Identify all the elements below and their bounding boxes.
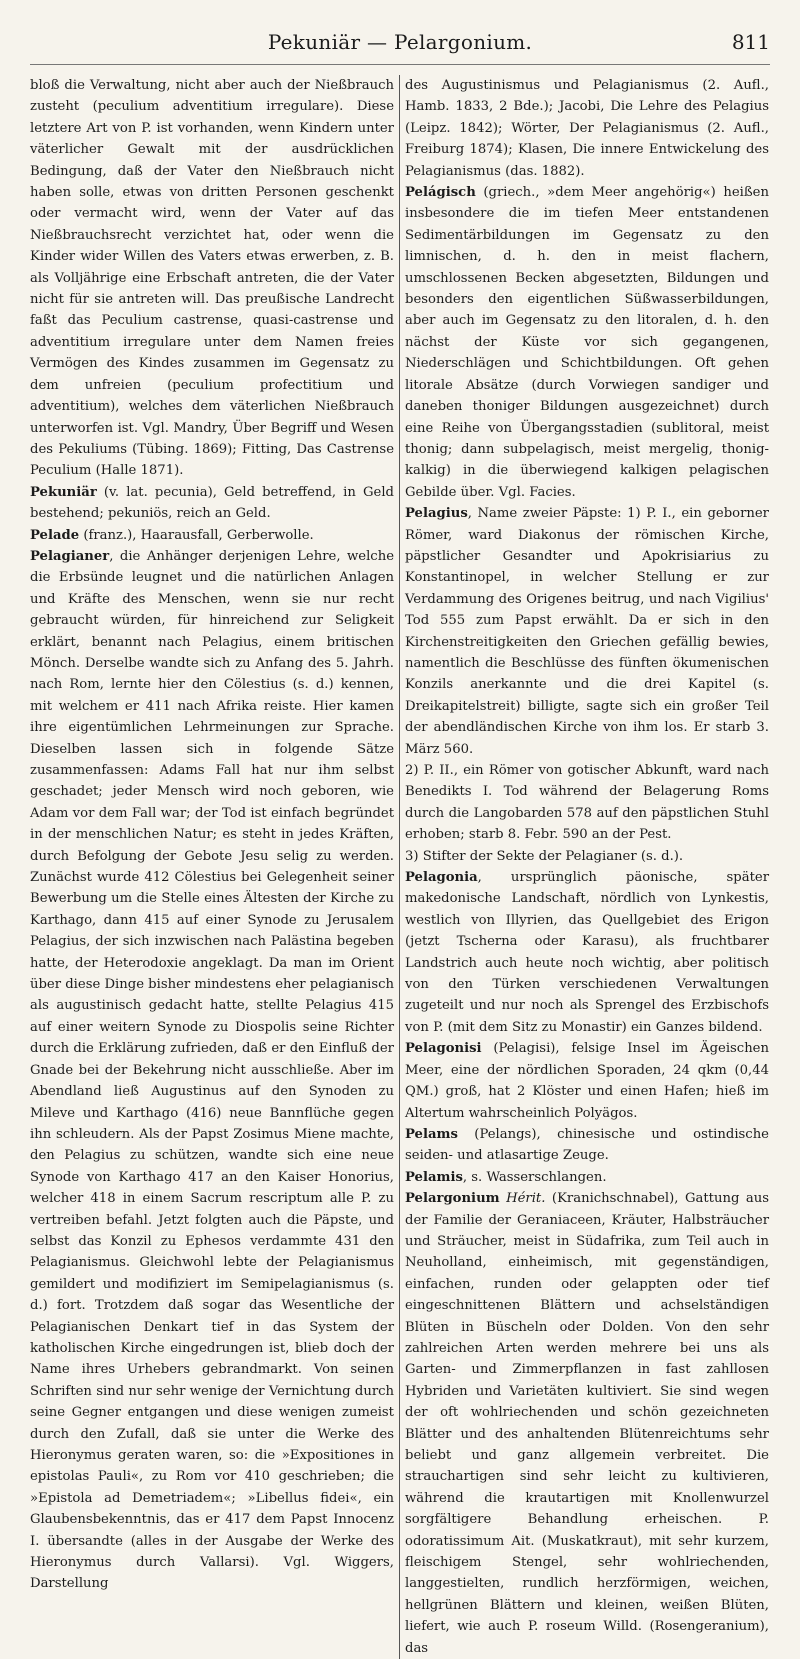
entry-text: , ursprünglich päonische, später makedonische Landschaft, nördlich von Lynkestis, westlich von Illyrien, das Quellgebiet des Erigon (jetzt Tscherna oder Karasu), als fruchtbarer Landstrich auch heute noch wichtig, aber politisch von den Türken verschiedenen Verwaltungen zugeteilt und nur noch als Sprengel des Erzbischofs von P. (mit dem Sitz zu Monastir) ein Ganzes bildend. bbox=[405, 870, 769, 1035]
entry-pelargonium bbox=[405, 1188, 769, 1659]
entry-pelagonia bbox=[405, 867, 769, 1038]
entry-lemma: Pelamis bbox=[405, 1169, 463, 1185]
entry-author: Hérit. bbox=[506, 1191, 546, 1207]
entry-text: (Kranichschnabel), Gattung aus der Familie der Geraniaceen, Kräuter, Halbsträucher und Sträucher, meist in Südafrika, zum Teil auch in Neuholland, einheimisch, mit gegenständigen, einfachen, runden oder gelappten oder tief eingeschnittenen Blättern und achselständigen Blüten in Büscheln oder Dolden. Von den sehr zahlreichen Arten werden mehrere bei uns als Garten- und Zimmerpflanzen in fast zahllosen Hybriden und Varietäten kultiviert. Sie sind wegen der oft wohlriechenden und schön gezeichneten Blätter und des anhaltenden Blütenreichtums sehr beliebt und ganz allgemein verbreitet. Die strauchartigen sind sehr leicht zu kultivieren, während die krautartigen mit Knollenwurzel sorgfältigere Behandlung erheischen. P. odoratissimum Ait. (Muskatkraut), mit sehr kurzem, fleischigem Stengel, sehr wohlriechenden, langgestielten, rundlich herzförmigen, weichen, hellgrünen Blättern und kleinen, weißen Blüten, liefert, wie auch P. roseum Willd. (Rosengeranium), das bbox=[405, 1191, 769, 1656]
entry-pelagianer bbox=[30, 546, 394, 1595]
entry-lemma: Pelagonisi bbox=[405, 1041, 482, 1057]
entry-text: (v. lat. pecunia), Geld betreffend, in Geld bestehend; pekuniös, reich an Geld. bbox=[30, 484, 394, 522]
entry-text: (Pelagisi), felsige Insel im Ägeischen Meer, eine der nördlichen Sporaden, 24 qkm (0,44 QM.) groß, hat 2 Klöster und einen Hafen; hieß im Altertum wahrscheinlich Polyägos. bbox=[405, 1041, 769, 1121]
entry-lemma: Pelagius bbox=[405, 506, 468, 522]
entry-text: (griech., »dem Meer angehörig«) heißen insbesondere die im tiefen Meer entstandenen Sedimentärbildungen im Gegensatz zu den limnischen, d. h. den in meist flachern, umschlossenen Becken abgesetzten, Bildungen und besonders den eigentlichen Süßwasserbildungen, aber auch im Gegensatz zu den litoralen, d. h. den nächst der Küste vor sich gegangenen, Niederschlägen und Schichtbildungen. Oft gehen litorale Absätze (durch Vorwiegen sandiger und daneben thoniger Bildungen ausgezeichnet) durch eine Reihe von Übergangsstadien (sublitoral, meist thonig; dann subpelagisch, meist mergelig, thonig-kalkig) in die überwiegend kalkigen pelagischen Gebilde über. Vgl. Facies. bbox=[405, 185, 769, 500]
entry-pelagius bbox=[405, 503, 769, 760]
entry-lemma: Pelagianer bbox=[30, 548, 110, 564]
entry-lemma: Pelams bbox=[405, 1126, 458, 1142]
entry-pelams bbox=[405, 1124, 769, 1167]
entry-pelagius-3: 3) Stifter der Sekte der Pelagianer (s. d.). bbox=[405, 848, 684, 864]
entry-lemma: Pekuniär bbox=[30, 484, 97, 500]
entry-text: , s. Wasserschlangen. bbox=[462, 1169, 607, 1185]
column-divider bbox=[399, 75, 400, 1659]
page-number: 811 bbox=[731, 30, 770, 54]
entry-lemma: Pelágisch bbox=[405, 185, 476, 201]
left-column bbox=[30, 75, 394, 1659]
running-header bbox=[30, 28, 770, 65]
entry-pelamis bbox=[405, 1167, 769, 1188]
entry-pekuniaer bbox=[30, 482, 394, 525]
entry-text: (franz.), Haarausfall, Gerberwolle. bbox=[79, 527, 314, 543]
entry-text: , die Anhänger derjenigen Lehre, welche die Erbsünde leugnet und die natürlichen Anlagen und Kräfte des Menschen, wenn sie nur recht gebraucht würden, für hinreichend zur Seligkeit erklärt, benannt nach Pelagius, einem britischen Mönch. Derselbe wandte sich zu Anfang des 5. Jahrh. nach Rom, lernte hier den Cölestius (s. d.) kennen, mit welchem er 411 nach Afrika reiste. Hier kamen ihre eigentümlichen Lehrmeinungen zur Sprache. Dieselben lassen sich in folgende Sätze zusammenfassen: Adams Fall hat nur ihm selbst geschadet; jeder Mensch wird noch geboren, wie Adam vor dem Fall war; der Tod ist einfach begründet in der menschlichen Natur; es steht in jedes Kräften, durch Befolgung der Gebote Jesu selig zu werden. Zunächst wurde 412 Cölestius bei Gelegenheit seiner Bewerbung um die Stelle eines Ältesten der Kirche zu Karthago, dann 415 auf einer Synode zu Jerusalem Pelagius, der sich inzwischen nach Palästina begeben hatte, der Heterodoxie angeklagt. Da man im Orient über diese Dinge bisher mindestens eher pelagianisch als augustinisch gedacht hatte, stellte Pelagius 415 auf einer weitern Synode zu Diospolis seine Richter durch die Erklärung zufrieden, daß er den Einfluß der Gnade bei der Bekehrung nicht ausschließe. Aber im Abendland ließ Augustinus auf den Synoden zu Mileve und Karthago (416) neue Bannflüche gegen ihn schleudern. Als der Papst Zosimus Miene machte, den Pelagius zu schützen, wandte sich eine neue Synode von Karthago 417 an den Kaiser Honorius, welcher 418 in einem Sacrum rescriptum alle P. zu vertreiben befahl. Jetzt folgten auch die Päpste, und selbst das Konzil zu Ephesos verdammte 431 den Pelagianismus. Gleichwohl lebte der Pelagianismus gemildert und modifiziert im Semipelagianismus (s. d.) fort. Trotzdem daß sogar das Wesentliche der Pelagianischen Denkart tief in das System der katholischen Kirche eingedrungen ist, blieb doch der Name ihres Urhebers gebrandmarkt. Von seinen Schriften sind nur sehr wenige der Vernichtung durch seine Gegner entgangen und diese wenigen zumeist durch den Zufall, daß sie unter die Werke des Hieronymus geraten waren, so: die »Expositiones in epistolas Pauli«, zu Rom vor 410 geschrieben; die »Epistola ad Demetriadem«; »Libellus fidei«, ein Glaubensbekenntnis, das er 417 dem Papst Innocenz I. übersandte (alles in der Ausgabe der Werke des Hieronymus durch Vallarsi). Vgl. Wiggers, Darstellung bbox=[30, 548, 394, 1592]
entry-text: (Pelangs), chinesische und ostindische seiden- und atlasartige Zeuge. bbox=[405, 1126, 769, 1164]
entry-pelade bbox=[30, 525, 394, 546]
entry-lemma: Pelagonia bbox=[405, 870, 478, 886]
entry-lemma: Pelade bbox=[30, 527, 80, 543]
header-title: Pekuniär — Pelargonium. bbox=[267, 30, 533, 54]
entry-pelagius-2: 2) P. II., ein Römer von gotischer Abkunft, ward nach Benedikts I. Tod während der Belagerung Roms durch die Langobarden 578 auf den päpstlichen Stuhl erhoben; starb 8. Febr. 590 an der Pest. bbox=[405, 763, 769, 843]
right-column bbox=[405, 75, 769, 1659]
entry-text: , Name zweier Päpste: 1) P. I., ein geborner Römer, ward Diakonus der römischen Kirche, päpstlicher Gesandter und Apokrisiarius zu Konstantinopel, in welcher Stellung er zur Verdammung des Origenes beitrug, und nach Vigilius' Tod 555 zum Papst erwählt. Da er sich in den Kirchenstreitigkeiten den Griechen gefällig bewies, namentlich die Beschlüsse des fünften ökumenischen Konzils anerkannte und die drei Kapitel (s. Dreikapitelstreit) billigte, sagte sich ein großer Teil der abendländischen Kirche von ihm los. Er starb 3. März 560. bbox=[405, 506, 769, 757]
paragraph-continued: bloß die Verwaltung, nicht aber auch der Nießbrauch zusteht (peculium adventitium irregulare). Diese letztere Art von P. ist vorhanden, wenn Kindern unter väterlicher Gewalt mit der ausdrücklichen Bedingung, daß der Vater den Nießbrauch nicht haben solle, etwas von dritten Personen geschenkt oder vermacht wird, wenn der Vater auf das Nießbrauchsrecht verzichtet hat, oder wenn die Kinder wider Willen des Vaters etwas erwerben, z. B. als Volljährige eine Erbschaft antreten, die der Vater nicht für sie antreten will. Das preußische Landrecht faßt das Peculium castrense, quasi-castrense und adventitium irregulare unter dem Namen freies Vermögen des Kindes zusammen im Gegensatz zu dem unfreien (peculium profectitium und adventitium), welches dem väterlichen Nießbrauch unterworfen ist. Vgl. Mandry, Über Begriff und Wesen des Pekuliums (Tübing. 1869); Fitting, Das Castrense Peculium (Halle 1871). bbox=[30, 78, 394, 479]
entry-pelagonisi bbox=[405, 1038, 769, 1124]
entry-lemma: Pelargonium bbox=[405, 1191, 500, 1207]
entry-pelagisch bbox=[405, 182, 769, 503]
text-columns bbox=[30, 75, 770, 1659]
paragraph-continued: des Augustinismus und Pelagianismus (2. Aufl., Hamb. 1833, 2 Bde.); Jacobi, Die Lehre des Pelagius (Leipz. 1842); Wörter, Der Pelagianismus (2. Aufl., Freiburg 1874); Klasen, Die innere Entwickelung des Pelagianismus (das. 1882). bbox=[405, 78, 769, 179]
